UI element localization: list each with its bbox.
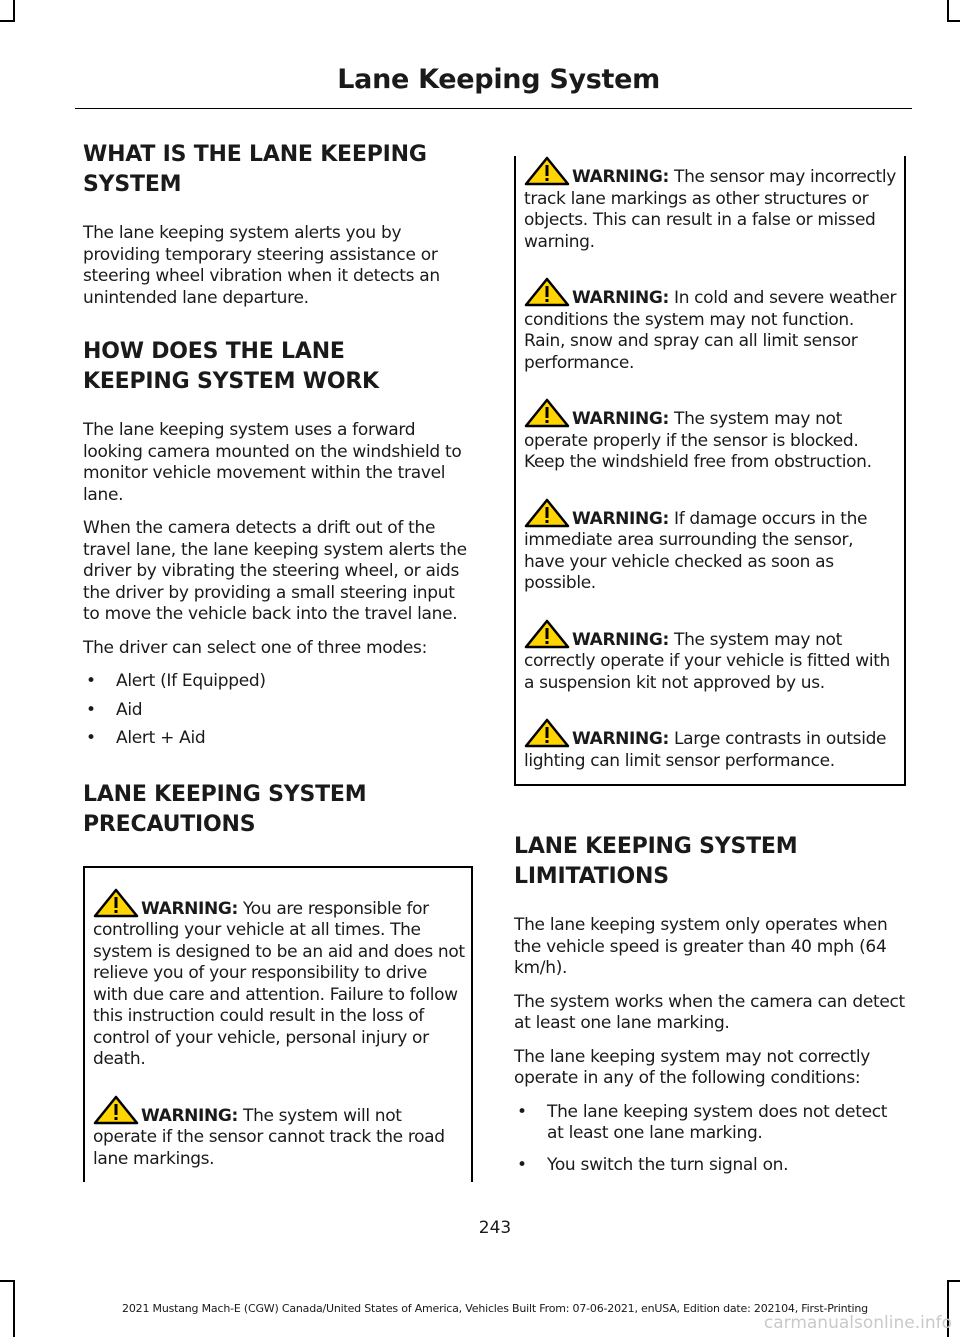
bullet: •	[86, 699, 96, 720]
warning-item: WARNING: In cold and severe weather conditions the system may not function. Rain, snow and spray can all limit sensor performance.	[524, 277, 898, 374]
warning-triangle-icon	[93, 888, 139, 918]
paragraph: The lane keeping system uses a forward looking camera mounted on the windshield to monitor vehicle movement within the travel lane.	[83, 420, 462, 505]
paragraph: The lane keeping system may not correctly operate in any of the following conditions:	[514, 1046, 870, 1088]
list-item: • The lane keeping system does not detect at least one lane marking.	[517, 1101, 888, 1143]
section-heading: LANE KEEPING SYSTEM LIMITATIONS	[514, 834, 798, 889]
warning-triangle-icon	[524, 277, 570, 307]
conditions-list	[514, 1102, 906, 1177]
warning-triangle-icon	[93, 1095, 139, 1125]
list-item: • You switch the turn signal on.	[517, 1154, 789, 1175]
warning-item: WARNING: If damage occurs in the immediate area surrounding the sensor, have your vehicle checked as soon as possible.	[524, 498, 898, 595]
warning-triangle-icon	[524, 718, 570, 748]
bullet: •	[517, 1101, 527, 1122]
section-heading: HOW DOES THE LANE KEEPING SYSTEM WORK	[83, 339, 379, 394]
warning-label: WARNING:	[572, 729, 669, 749]
left-column	[83, 140, 475, 1182]
page-title: Lane Keeping System	[337, 64, 660, 95]
warning-item: WARNING: Large contrasts in outside lighting can limit sensor performance.	[524, 718, 898, 784]
paragraph: When the camera detects a drift out of the travel lane, the lane keeping system alerts the driver by vibrating the steering wheel, or aids the driver by providing a small steering input to move the vehicle back into the travel lane.	[83, 518, 467, 624]
warning-item: WARNING: The system will not operate if the sensor cannot track the road lane markings.	[93, 1095, 465, 1183]
warning-box	[514, 156, 906, 786]
crop-mark	[0, 20, 15, 22]
page-header	[75, 58, 912, 109]
warning-label: WARNING:	[572, 508, 669, 529]
right-column	[514, 148, 906, 1183]
list-item: • Alert + Aid	[86, 728, 206, 748]
bullet: •	[86, 671, 96, 691]
paragraph: The driver can select one of three modes:	[83, 637, 427, 658]
crop-mark	[947, 0, 949, 20]
warning-item: WARNING: You are responsible for controlling your vehicle at all times. The system is designed to be an aid and does not relieve you of your responsibility to drive with due care and attention. Failure to follow this instruction could result in the loss of control of your vehicle, personal injury or death.	[93, 888, 465, 1071]
warning-label: WARNING:	[141, 898, 238, 919]
bullet: •	[517, 1154, 527, 1175]
modes-list	[83, 671, 475, 750]
paragraph: The system works when the camera can detect at least one lane marking.	[514, 991, 905, 1033]
warning-box	[83, 866, 473, 1183]
warning-label: WARNING:	[141, 1105, 238, 1126]
list-item: • Alert (If Equipped)	[86, 671, 266, 691]
warning-label: WARNING:	[572, 629, 669, 650]
warning-label: WARNING:	[572, 288, 669, 308]
paragraph: The lane keeping system alerts you by providing temporary steering assistance or steering wheel vibration when it detects an unintended lane departure.	[83, 223, 440, 308]
section-heading: LANE KEEPING SYSTEM PRECAUTIONS	[83, 781, 367, 837]
section-heading: WHAT IS THE LANE KEEPING SYSTEM	[83, 142, 427, 197]
page-number: 243	[478, 1218, 512, 1238]
bullet: •	[86, 728, 96, 748]
warning-label: WARNING:	[572, 167, 669, 187]
crop-mark	[13, 0, 15, 20]
warning-item: WARNING: The system may not operate properly if the sensor is blocked. Keep the windshield free from obstruction.	[524, 398, 898, 474]
warning-triangle-icon	[524, 398, 570, 428]
warning-item: WARNING: The system may not correctly operate if your vehicle is fitted with a suspension kit not approved by us.	[524, 619, 898, 695]
footer-text: 2021 Mustang Mach-E (CGW) Canada/United States of America, Vehicles Built From: 07-06-2021, enUSA, Edition date: 202104, First-Printing	[122, 1302, 868, 1315]
warning-triangle-icon	[524, 156, 570, 186]
paragraph: The lane keeping system only operates when the vehicle speed is greater than 40 mph (64 km/h).	[514, 915, 888, 978]
watermark: carmanualsonline.info	[763, 1313, 952, 1333]
warning-triangle-icon	[524, 498, 570, 528]
crop-mark	[947, 20, 960, 22]
warning-item: WARNING: The sensor may incorrectly track lane markings as other structures or objects. This can result in a false or missed warning.	[524, 156, 898, 253]
warning-triangle-icon	[524, 619, 570, 649]
warning-label: WARNING:	[572, 409, 669, 429]
list-item: • Aid	[86, 699, 143, 720]
